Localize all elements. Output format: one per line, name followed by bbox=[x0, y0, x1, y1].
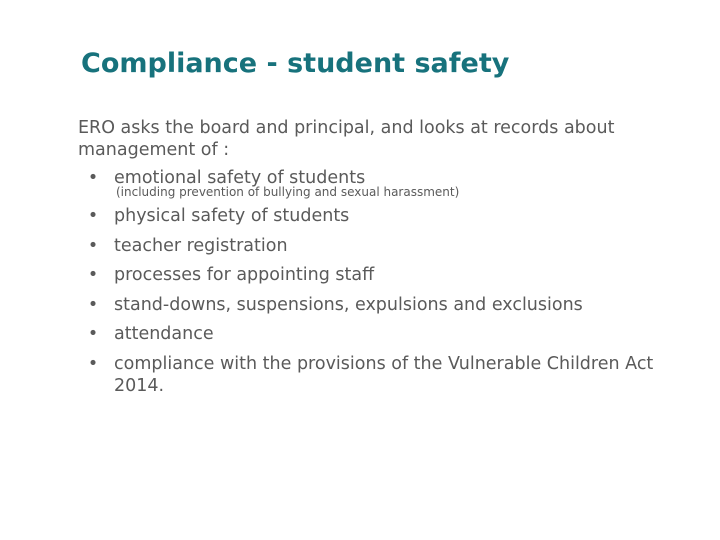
list-item bbox=[78, 205, 658, 227]
list-item-note: (including prevention of bullying and sexual harassment) bbox=[116, 185, 460, 199]
slide-body bbox=[78, 117, 658, 404]
list-item-text: compliance with the provisions of the Vulnerable Children Act 2014. bbox=[114, 353, 654, 396]
list-item bbox=[78, 235, 658, 257]
bullet-list bbox=[78, 167, 658, 397]
list-item bbox=[78, 264, 658, 286]
bullet-icon: • bbox=[87, 206, 99, 226]
list-item-text: processes for appointing staff bbox=[114, 265, 375, 285]
bullet-icon: • bbox=[87, 353, 99, 374]
bullet-icon: • bbox=[87, 235, 99, 256]
list-item-text: stand-downs, suspensions, expulsions and exclusions bbox=[114, 294, 583, 315]
list-item bbox=[78, 323, 658, 345]
bullet-icon: • bbox=[87, 294, 99, 315]
intro-text: ERO asks the board and principal, and looks at records about management of : bbox=[78, 118, 615, 160]
slide-title: Compliance - student safety bbox=[81, 48, 510, 79]
list-item-text: teacher registration bbox=[114, 235, 288, 256]
bullet-icon: • bbox=[87, 324, 99, 344]
list-item bbox=[78, 167, 658, 199]
list-item-text: emotional safety of students bbox=[114, 168, 366, 188]
list-item bbox=[78, 353, 658, 397]
list-item bbox=[78, 294, 658, 316]
list-item-text: physical safety of students bbox=[114, 206, 350, 226]
bullet-icon: • bbox=[87, 265, 99, 285]
bullet-icon: • bbox=[87, 168, 99, 188]
list-item-text: attendance bbox=[114, 324, 214, 344]
